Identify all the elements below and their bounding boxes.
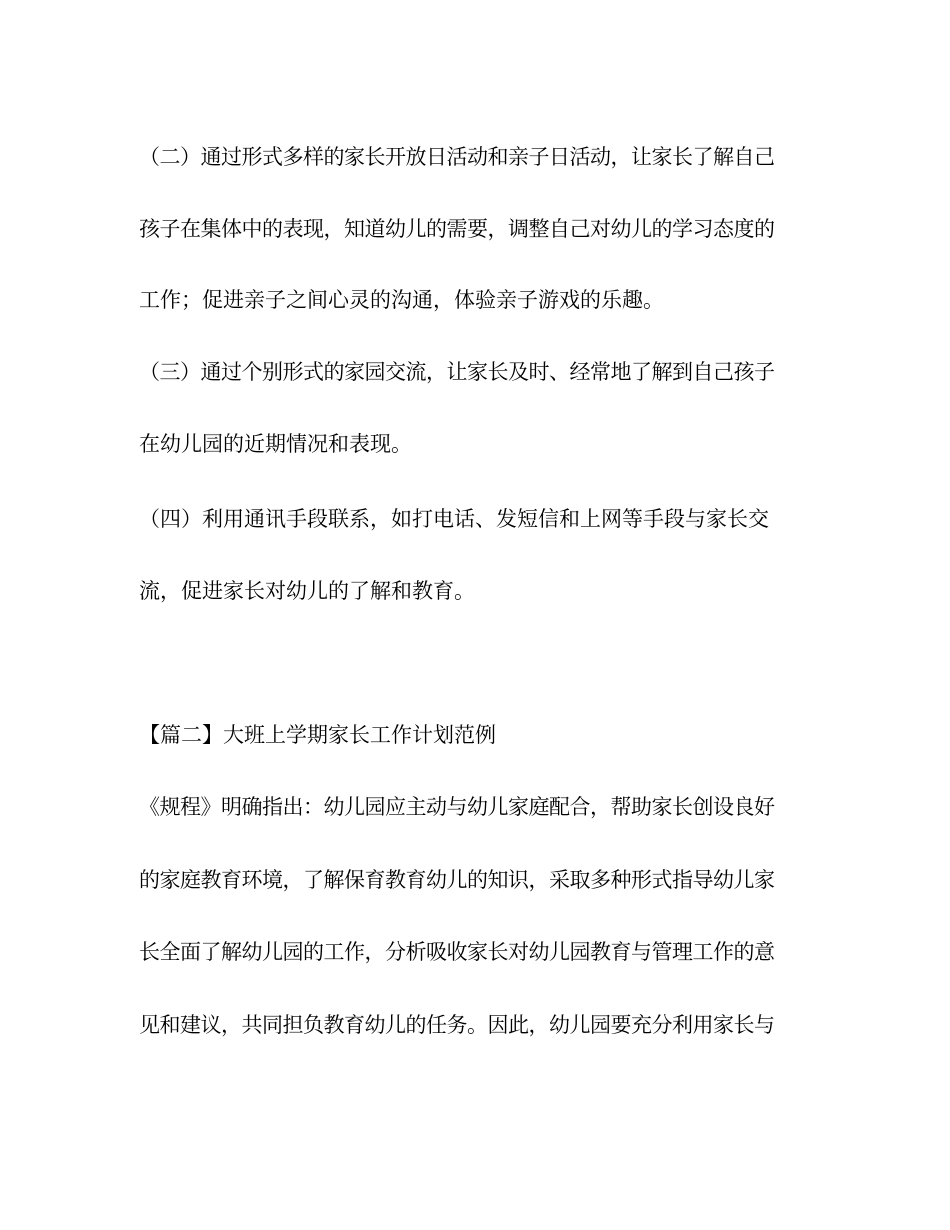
paragraph-4-line-1: （四）利用通讯手段联系，如打电话、发短信和上网等手段与家长交 (139, 507, 769, 531)
paragraph-5-line-2: 的家庭教育环境，了解保育教育幼儿的知识，采取多种形式指导幼儿家 (139, 868, 775, 892)
paragraph-5-line-3: 长全面了解幼儿园的工作，分析吸收家长对幼儿园教育与管理工作的意 (139, 940, 775, 964)
paragraph-4-line-2: 流，促进家长对幼儿的了解和教育。 (139, 579, 475, 603)
paragraph-3-line-1: （三）通过个别形式的家园交流，让家长及时、经常地了解到自己孩子 (139, 360, 775, 384)
paragraph-2-line-3: 工作；促进亲子之间心灵的沟通，体验亲子游戏的乐趣。 (139, 288, 664, 312)
section-heading: 【篇二】大班上学期家长工作计划范例 (139, 723, 496, 747)
paragraph-5-line-1: 《规程》明确指出：幼儿园应主动与幼儿家庭配合，帮助家长创设良好 (139, 795, 775, 819)
paragraph-3-line-2: 在幼儿园的近期情况和表现。 (139, 432, 412, 456)
paragraph-2-line-2: 孩子在集体中的表现，知道幼儿的需要，调整自己对幼儿的学习态度的 (139, 217, 775, 241)
paragraph-2-line-1: （二）通过形式多样的家长开放日活动和亲子日活动，让家长了解自己 (139, 145, 775, 169)
paragraph-5-line-4: 见和建议，共同担负教育幼儿的任务。因此，幼儿园要充分利用家长与 (139, 1013, 775, 1037)
